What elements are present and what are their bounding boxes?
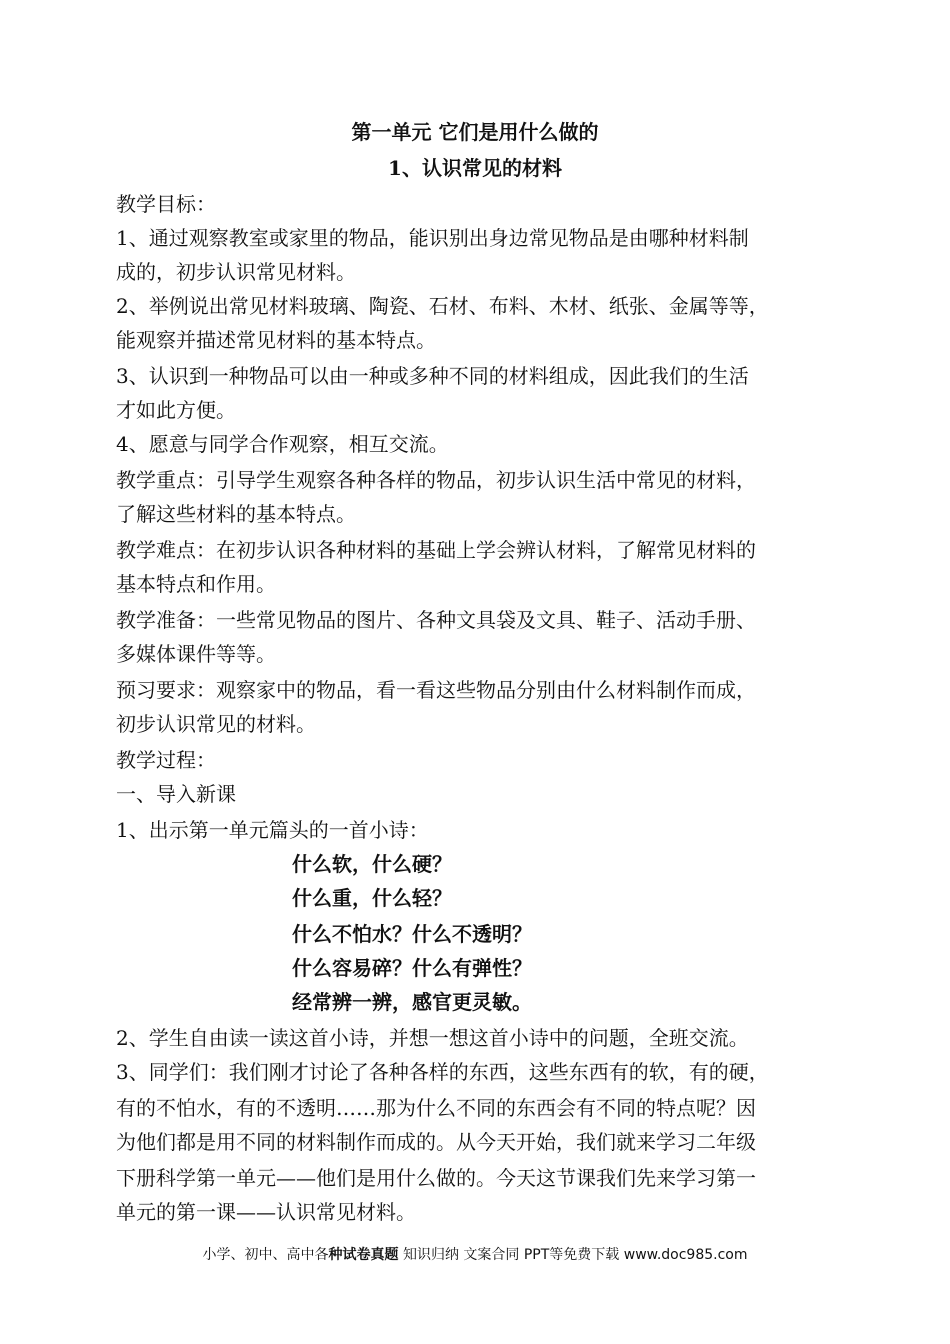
objective-1-line-2: 成的，初步认识常见材料。 (116, 260, 356, 284)
objective-4: 4、愿意与同学合作观察，相互交流。 (116, 432, 449, 456)
difficulty-line-2: 基本特点和作用。 (116, 572, 276, 596)
step-3-line-4: 下册科学第一单元——他们是用什么做的。今天这节课我们先来学习第一 (116, 1166, 756, 1190)
footer-text-3: 知识归纳 (398, 1247, 459, 1263)
step-2: 2、学生自由读一读这首小诗，并想一想这首小诗中的问题，全班交流。 (116, 1026, 749, 1050)
process-heading: 教学过程： (116, 748, 216, 772)
objective-1-line-1: 1、通过观察教室或家里的物品，能识别出身边常见物品是由哪种材料制 (116, 226, 749, 250)
focus-line-1: 教学重点：引导学生观察各种各样的物品，初步认识生活中常见的材料， (116, 468, 756, 492)
page-footer (0, 1244, 950, 1266)
lesson-title: 1、认识常见的材料 (388, 156, 562, 180)
objective-2-line-1: 2、举例说出常见材料玻璃、陶瓷、石材、布料、木材、纸张、金属等等， (116, 294, 769, 318)
focus-line-2: 了解这些材料的基本特点。 (116, 502, 356, 526)
objective-2-line-2: 能观察并描述常见材料的基本特点。 (116, 328, 436, 352)
preview-line-2: 初步认识常见的材料。 (116, 712, 316, 736)
unit-title: 第一单元 它们是用什么做的 (351, 120, 599, 144)
objectives-heading: 教学目标： (116, 192, 216, 216)
preparation-line-2: 多媒体课件等等。 (116, 642, 276, 666)
step-1: 1、出示第一单元篇头的一首小诗： (116, 818, 429, 842)
step-3-line-2: 有的不怕水，有的不透明……那为什么不同的东西会有不同的特点呢？因 (116, 1096, 756, 1120)
footer-text-2: 种试卷真题 (328, 1247, 399, 1263)
poem-line-5: 经常辨一辨，感官更灵敏。 (292, 990, 532, 1014)
objective-3-line-2: 才如此方便。 (116, 398, 236, 422)
footer-text-1: 小学、初中、高中各 (202, 1247, 329, 1263)
footer-url: www.doc985.com (619, 1247, 748, 1263)
poem-line-2: 什么重，什么轻？ (292, 886, 452, 910)
step-3-line-1: 3、同学们：我们刚才讨论了各种各样的东西，这些东西有的软，有的硬， (116, 1060, 769, 1084)
poem-line-4: 什么容易碎？什么有弹性？ (292, 956, 532, 980)
step-3-line-5: 单元的第一课——认识常见材料。 (116, 1200, 416, 1224)
poem-line-1: 什么软，什么硬？ (292, 852, 452, 876)
section-1-heading: 一、导入新课 (116, 782, 236, 806)
objective-3-line-1: 3、认识到一种物品可以由一种或多种不同的材料组成，因此我们的生活 (116, 364, 749, 388)
poem-line-3: 什么不怕水？什么不透明？ (292, 922, 532, 946)
step-3-line-3: 为他们都是用不同的材料制作而成的。从今天开始，我们就来学习二年级 (116, 1130, 756, 1154)
footer-text-4: 文案合同 PPT等免费下载 (458, 1247, 620, 1263)
preparation-line-1: 教学准备：一些常见物品的图片、各种文具袋及文具、鞋子、活动手册、 (116, 608, 756, 632)
preview-line-1: 预习要求：观察家中的物品，看一看这些物品分别由什么材料制作而成， (116, 678, 756, 702)
difficulty-line-1: 教学难点：在初步认识各种材料的基础上学会辨认材料，了解常见材料的 (116, 538, 756, 562)
